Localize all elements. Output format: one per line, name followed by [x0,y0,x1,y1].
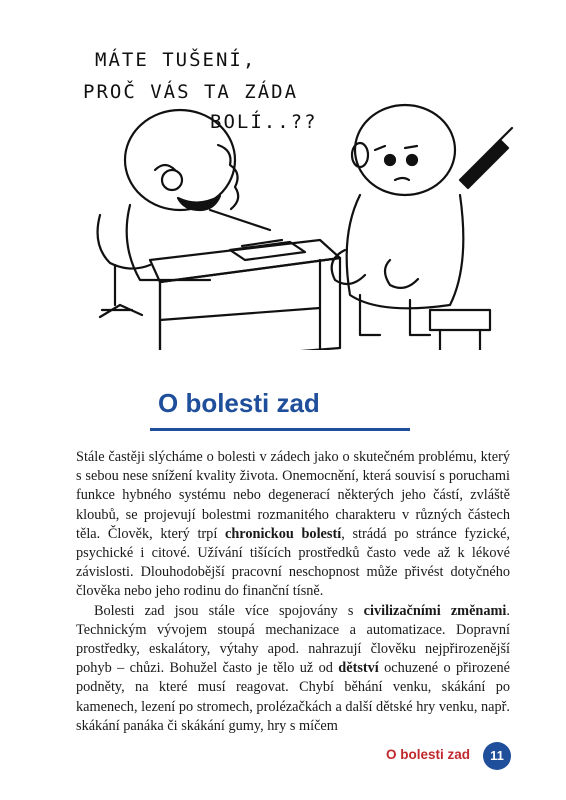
speech-line-2: PROČ VÁS TA ZÁDA [83,81,299,103]
speech-line-3: BOLÍ..?? [210,111,318,133]
paragraph-1-emphasis: chronickou bolestí [224,525,342,542]
running-footer-title: O bolesti zad [386,747,471,762]
paragraph-2-emphasis-2: dětství [338,660,379,677]
paragraph-2-text-c: ochuzené o přirozené podněty, na které musí reagovat. Chybí běhání venku, skákání po kamenech, lezení po stromech, prolézačkách a další dětské hry venku, např. skákání panáka či skákání gumy, hry s míčem [76,660,510,734]
section-heading: O bolesti zad [158,388,320,418]
paragraph-2-text-b: . Technickým vývojem stoupá mechanizace a automatizace. Dopravní prostředky, eskalátory, výtahy apod. nahrazují člověku nejpřirozenější pohyb – chůzi. Bohužel často je tělo už od [76,602,510,677]
doctor-patient-cartoon-illustration [60,20,530,350]
paragraph-1-text-b: , strádá po stránce fyzické, psychické i citové. Užívání tišících prostředků často vede až k lékové závislosti. Dlouhodobější pracovní neschopnost může přivést dotyčného člověka nebo jeho rodinu do finanční tísně. [76,525,510,600]
paragraph-1 [76,448,510,602]
paragraph-2-emphasis-1: civilizačními změnami [363,602,507,619]
paragraph-1-text-a: Stále častěji slýcháme o bolesti v zádech jako o skutečném problému, který s sebou nese snížení kvality života. Onemocnění, která souvisí s poruchami funkce hybného systému nebo degenerací některých jeho částí, zvláště kloubů, se projevují bolestmi rozmanitého charakteru v různých částech těla. Člověk, který trpí [76,449,510,542]
speech-line-1: MÁTE TUŠENÍ, [95,49,257,71]
paragraph-2-text-a: Bolesti zad jsou stále více spojovány s [94,602,364,619]
section-heading-underline [150,388,410,431]
paragraph-2 [76,602,510,736]
page-number-badge: 11 [483,742,511,770]
article-body [76,448,510,736]
